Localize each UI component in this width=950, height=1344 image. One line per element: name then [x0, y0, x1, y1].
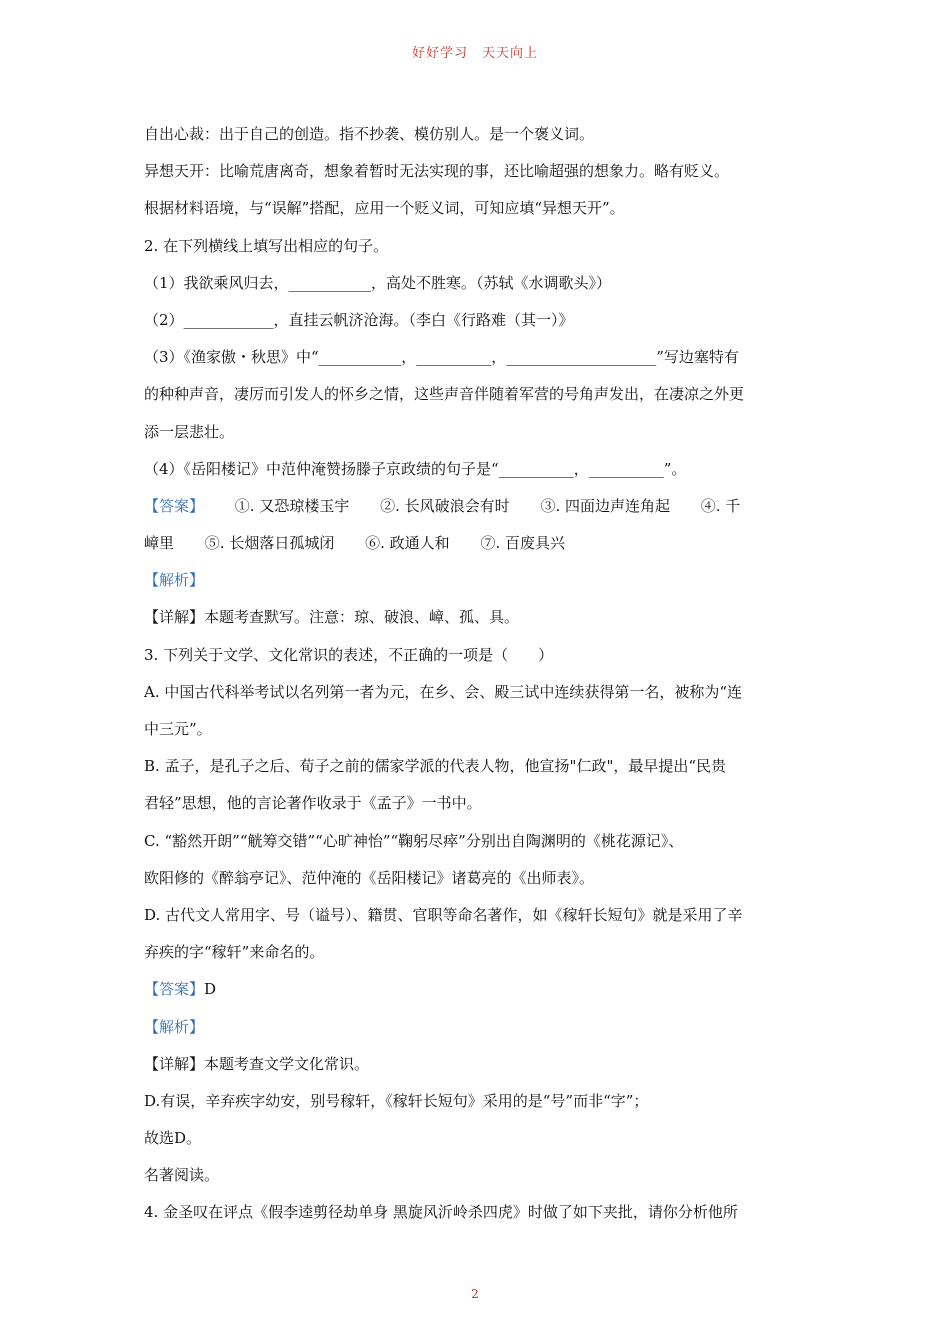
question-2-item-3: [144, 339, 814, 376]
answer-item: ②. 长风破浪会有时: [380, 496, 510, 515]
page-number: 2: [471, 1287, 479, 1301]
analysis-tag: 【解析】: [144, 571, 205, 590]
analysis-tag: 【解析】: [144, 1017, 205, 1036]
detail-line: [144, 1046, 814, 1083]
answer-line: [144, 488, 814, 525]
page-header: 好好学习 天天向上: [411, 46, 538, 61]
line-text: （1）我欲乘风归去，___________，高处不胜寒。（苏轼《水调歌头》）: [144, 273, 612, 292]
line-text: 本题考查默写。注意：琼、破浪、嶂、孤、具。: [204, 608, 520, 627]
line-text: 名著阅读。: [144, 1166, 220, 1185]
answer-item: ①. 又恐琼楼玉宇: [234, 496, 350, 515]
line-text: 君轻”思想，他的言论著作收录于《孟子》一书中。: [144, 794, 482, 813]
section-title: [144, 1157, 814, 1194]
answer-line-continued: [144, 525, 814, 562]
detail-line: [144, 599, 814, 636]
answer-item: ⑤. 长烟落日孤城闭: [204, 534, 335, 553]
answer-item: 嶂里: [144, 534, 175, 553]
line-text: 根据材料语境，与“误解”搭配，应用一个贬义词，可知应填“异想天开”。: [144, 199, 625, 218]
option-d: [144, 897, 814, 934]
question-2-item-2: [144, 302, 814, 339]
answer-item: ④. 千: [700, 496, 741, 515]
line-text: D: [204, 980, 217, 999]
line-text: 的种种声音，凄厉而引发人的怀乡之情，这些声音伴随着军营的号角声发出，在凄凉之外更: [144, 385, 745, 404]
option-a: [144, 674, 814, 711]
text-line: [144, 153, 814, 190]
question-2-title: [144, 228, 814, 265]
line-text: B. 孟子，是孔子之后、荀子之前的儒家学派的代表人物，他宣扬"仁政"，最早提出“民贵: [144, 757, 727, 776]
question-3-title: [144, 637, 814, 674]
line-text: 故选D。: [144, 1129, 202, 1148]
line-text: 3. 下列关于文学、文化常识的表述，不正确的一项是（ ）: [144, 645, 554, 664]
line-text: C. “豁然开朗”“觥筹交错”“心旷神怡”“鞠躬尽瘁”分别出自陶渊明的《桃花源记》、: [144, 831, 684, 850]
line-text: 欧阳修的《醉翁亭记》、范仲淹的《岳阳楼记》诸葛亮的《出师表》。: [144, 868, 595, 887]
line-text: 4. 金圣叹在评点《假李逵剪径劫单身 黑旋风沂岭杀四虎》时做了如下夹批，请你分析他所: [144, 1203, 738, 1222]
answer-item: ⑥. 政通人和: [365, 534, 450, 553]
option-c: [144, 823, 814, 860]
text-line: [144, 711, 814, 748]
line-text: A. 中国古代科举考试以名列第一者为元，在乡、会、殿三试中连续获得第一名，被称为“连: [144, 682, 743, 701]
answer-tag: 【答案】: [144, 980, 205, 999]
line-text: 自出心裁：出于自己的创造。指不抄袭、模仿别人。是一个褒义词。: [144, 125, 595, 143]
line-text: 弃疾的字“稼轩”来命名的。: [144, 943, 325, 962]
question-2-item-1: [144, 265, 814, 302]
detail-tag: 【详解】: [144, 1054, 205, 1073]
text-line: [144, 190, 814, 227]
option-b: [144, 748, 814, 785]
line-text: （4）《岳阳楼记》中范仲淹赞扬滕子京政绩的句子是“__________，__________”。: [144, 459, 687, 478]
line-text: （3）《渔家傲・秋思》中“___________，__________，____________________”写边塞特有: [144, 348, 739, 367]
line-text: 本题考查文学文化常识。: [204, 1054, 370, 1073]
text-line: [144, 785, 814, 822]
analysis-line: [144, 1009, 814, 1046]
text-line: [144, 414, 814, 451]
answer-line: [144, 971, 814, 1008]
answer-tag: 【答案】: [144, 496, 205, 515]
line-text: 中三元”。: [144, 720, 212, 738]
line-text: 异想天开：比喻荒唐离奇，想象着暂时无法实现的事，还比喻超强的想象力。略有贬义。: [144, 162, 730, 181]
answer-item: ③. 四面边声连角起: [540, 496, 670, 515]
text-line: [144, 860, 814, 897]
question-2-item-4: [144, 451, 814, 488]
document-body: [144, 116, 814, 1232]
line-text: D.有误，辛弃疾字幼安，别号稼轩，《稼轩长短句》采用的是“号”而非“字”；: [144, 1091, 649, 1110]
text-line: [144, 376, 814, 413]
text-line: [144, 1083, 814, 1120]
text-line: [144, 1120, 814, 1157]
line-text: 2. 在下列横线上填写出相应的句子。: [144, 236, 389, 255]
text-line: [144, 116, 814, 153]
detail-tag: 【详解】: [144, 608, 205, 627]
analysis-line: [144, 562, 814, 599]
text-line: [144, 934, 814, 971]
line-text: D. 古代文人常用字、号（谥号）、籍贯、官职等命名著作，如《稼轩长短句》就是采用了辛: [144, 905, 743, 924]
line-text: （2）____________，直挂云帆济沧海。（李白《行路难（其一）》: [144, 310, 574, 329]
answer-item: ⑦. 百废具兴: [480, 534, 565, 553]
line-text: 添一层悲壮。: [144, 422, 235, 441]
question-4-title: [144, 1194, 814, 1231]
